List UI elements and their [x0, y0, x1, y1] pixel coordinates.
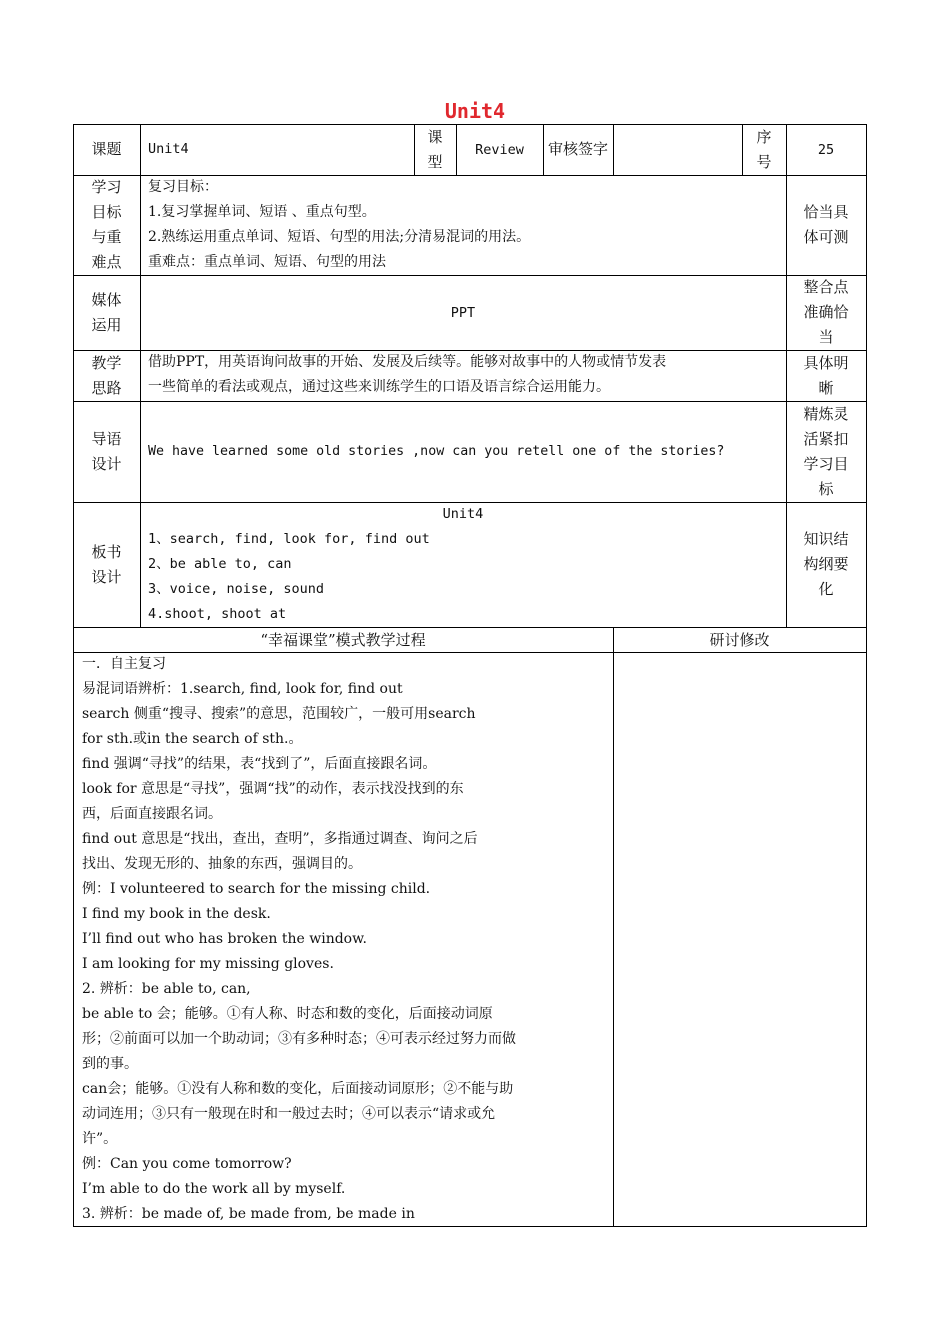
board-heading: Unit4 [442, 506, 484, 522]
process-line: 到的事。 [82, 1056, 138, 1072]
process-line: 2. 辨析：be able to, can, [82, 981, 251, 997]
revision-notes [613, 652, 866, 1226]
media-value: PPT [450, 304, 476, 321]
process-line: 西，后面直接跟名词。 [82, 806, 222, 822]
type-value: Review [475, 141, 524, 158]
approach-line: 一些简单的看法或观点，通过这些来训练学生的口语及语言综合运用能力。 [148, 379, 610, 395]
type-label: 课型 [427, 127, 443, 171]
board-line: 1、search, find, look for, find out [148, 531, 430, 547]
board-content [140, 502, 786, 627]
approach-content [140, 350, 786, 401]
number-label: 序号 [756, 127, 772, 171]
process-line: 3. 辨析：be made of, be made from, be made in [82, 1206, 415, 1222]
process-line: 例：I volunteered to search for the missing child. [82, 881, 431, 897]
goals-note: 恰当具体可测 [803, 203, 849, 246]
process-line: 动词连用；③只有一般现在时和一般过去时；④可以表示“请求或允 [82, 1106, 496, 1122]
board-note: 知识结构纲要化 [803, 530, 849, 598]
review-signature [613, 124, 742, 175]
board-line: 3、voice, noise, sound [148, 581, 325, 597]
topic-label: 课题 [91, 140, 122, 158]
goals-line: 1.复习掌握单词、短语 、重点句型。 [148, 204, 376, 220]
intro-label: 导语设计 [91, 429, 122, 473]
process-line: find 强调“寻找”的结果，表“找到了”，后面直接跟名词。 [82, 756, 437, 772]
process-line: search 侧重“搜寻、搜索”的意思，范围较广，一般可用search [82, 706, 476, 722]
rule [866, 124, 867, 1226]
process-line: can会；能够。①没有人称和数的变化，后面接动词原形；②不能与助 [82, 1081, 514, 1097]
media-note: 整合点准确恰当 [803, 278, 849, 346]
approach-label: 教学思路 [91, 353, 122, 397]
process-line: I find my book in the desk. [82, 906, 271, 922]
media-label: 媒体运用 [91, 290, 122, 334]
intro-value: We have learned some old stories ,now can you retell one of the stories? [148, 444, 725, 459]
process-line: 形；②前面可以加一个助动词；③有多种时态；④可表示经过努力而做 [82, 1031, 516, 1047]
process-line: 许”。 [82, 1131, 118, 1147]
process-line: I am looking for my missing gloves. [82, 956, 334, 972]
goals-line: 2.熟练运用重点单词、短语、句型的用法;分清易混词的用法。 [148, 229, 531, 245]
goals-line: 重难点：重点单词、短语、句型的用法 [148, 254, 386, 270]
board-line: 2、be able to, can [148, 556, 292, 572]
goals-label: 学习目标与重难点 [91, 178, 122, 271]
process-line: I’m able to do the work all by myself. [82, 1181, 346, 1197]
process-line: 一．自主复习 [82, 656, 166, 672]
process-line: 找出、发现无形的、抽象的东西，强调目的。 [82, 856, 362, 872]
process-line: find out 意思是“找出，查出，查明”，多指通过调查、询问之后 [82, 831, 478, 847]
board-label: 板书设计 [91, 542, 122, 586]
goals-content [140, 175, 786, 275]
process-line: look for 意思是“寻找”，强调“找”的动作，表示找没找到的东 [82, 781, 464, 797]
topic-value: Unit4 [148, 141, 189, 157]
number-value: 25 [817, 141, 835, 158]
process-line: 易混词语辨析：1.search, find, look for, find out [82, 681, 403, 697]
revision-header: 研讨修改 [709, 631, 770, 649]
intro-note: 精炼灵活紧扣学习目标 [803, 404, 849, 498]
process-header: “幸福课堂”模式教学过程 [260, 631, 426, 649]
process-line: for sth.或in the search of sth.。 [82, 731, 303, 747]
process-line: be able to 会；能够。①有人称、时态和数的变化，后面接动词原 [82, 1006, 493, 1022]
approach-line: 借助PPT，用英语询问故事的开始、发展及后续等。能够对故事中的人物或情节发表 [148, 354, 667, 370]
board-line: 4.shoot, shoot at [148, 606, 287, 622]
rule [73, 1226, 867, 1227]
page-title: Unit4 [444, 99, 506, 123]
process-content [73, 652, 613, 1226]
approach-note: 具体明晰 [803, 353, 849, 397]
review-label: 审核签字 [547, 140, 608, 158]
process-line: I’ll find out who has broken the window. [82, 931, 367, 947]
process-line: 例：Can you come tomorrow? [82, 1156, 292, 1172]
goals-line: 复习目标： [148, 179, 218, 195]
